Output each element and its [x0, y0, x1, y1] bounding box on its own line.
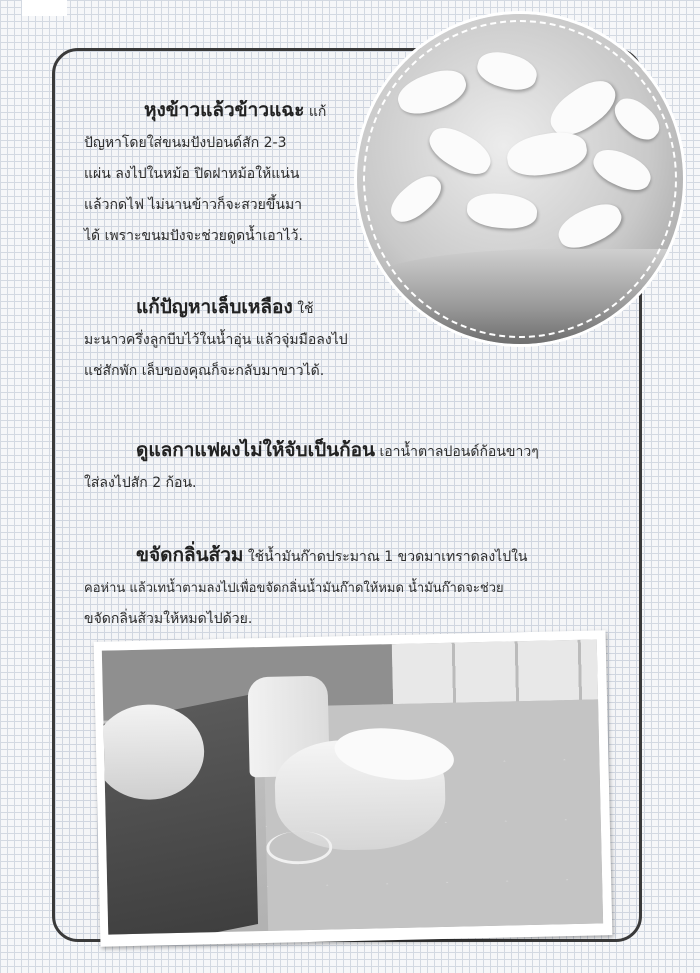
tip-text-line: แผ่น ลงไปในหม้อ ปิดฝาหม้อให้แน่น [84, 166, 300, 182]
tip-text-line: มะนาวครึ่งลูกบีบไว้ในน้ำอุ่น แล้วจุ่มมือลงไป [84, 332, 348, 348]
page-corner-mark [22, 0, 67, 16]
tip-text-line: ใช้ [297, 301, 314, 317]
tip-toilet [84, 540, 614, 635]
tip-text-line: เอาน้ำตาลปอนด์ก้อนขาวๆ [379, 444, 539, 460]
tip-title: ขจัดกลิ่นส้วม [136, 544, 244, 566]
tip-text-line: ใส่ลงไปสัก 2 ก้อน. [84, 475, 197, 491]
tip-title: หุงข้าวแล้วข้าวแฉะ [144, 99, 305, 121]
tip-title: ดูแลกาแฟผงไม่ให้จับเป็นก้อน [136, 439, 376, 461]
tip-coffee [84, 435, 614, 499]
tip-nails [84, 292, 414, 387]
tip-text-line: ได้ เพราะขนมปังจะช่วยดูดน้ำเอาไว้. [84, 228, 303, 244]
tip-text-line: แล้วกดไฟ ไม่นานข้าวก็จะสวยขึ้นมา [84, 197, 303, 213]
bathroom-photo [94, 630, 613, 947]
window [392, 639, 598, 704]
tip-rice [84, 95, 369, 252]
tip-text-line: ปัญหาโดยใส่ขนมปังปอนด์สัก 2-3 [84, 135, 287, 151]
tip-text-line: แก้ [308, 104, 327, 120]
tip-text-line: ใช้น้ำมันก๊าดประมาณ 1 ขวดมาเทราดลงไปใน [247, 549, 528, 565]
tip-text-line: ขจัดกลิ่นส้วมให้หมดไปด้วย. [84, 611, 253, 627]
tip-title: แก้ปัญหาเล็บเหลือง [136, 296, 293, 318]
dashed-circle-border [363, 20, 677, 338]
tip-text-line: แช่สักพัก เล็บของคุณก็จะกลับมาขาวได้. [84, 363, 325, 379]
tip-text-line: คอห่าน แล้วเทน้ำตามลงไปเพื่อขจัดกลิ่นน้ำมันก๊าดให้หมด น้ำมันก๊าดจะช่วย [84, 581, 504, 596]
bathroom-photo-image [102, 639, 603, 934]
